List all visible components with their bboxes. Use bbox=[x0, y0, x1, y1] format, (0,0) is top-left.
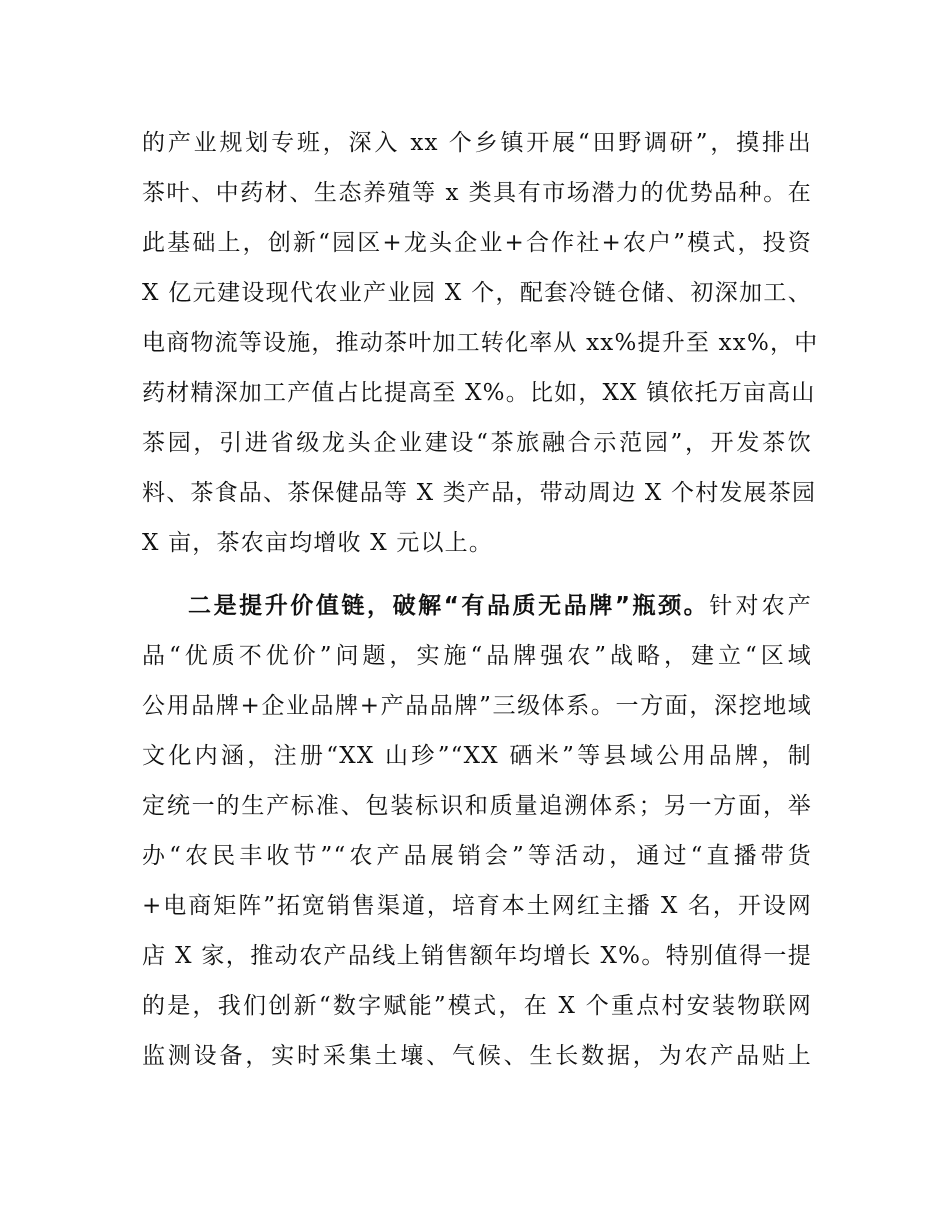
paragraph-heading: 二是提升价值链，破解“有品质无品牌”瓶颈。 bbox=[188, 593, 710, 619]
text-line: 定统一的生产标准、包装标识和质量追溯体系；另一方面，举 bbox=[142, 793, 812, 819]
text-line: 公用品牌+企业品牌+产品品牌”三级体系。一方面，深挖地域 bbox=[142, 693, 812, 719]
text-line: 药材精深加工产值占比提高至 X%。比如，XX 镇依托万亩高山 bbox=[142, 380, 816, 406]
text-line: +电商矩阵”拓宽销售渠道，培育本土网红主播 X 名，开设网 bbox=[142, 893, 812, 919]
text-line: 电商物流等设施，推动茶叶加工转化率从 xx%提升至 xx%，中 bbox=[142, 330, 819, 356]
heading-continuation: 针对农产 bbox=[709, 593, 812, 619]
text-line: 办“农民丰收节”“农产品展销会”等活动，通过“直播带货 bbox=[142, 843, 812, 869]
text-line: 茶园，引进省级龙头企业建设“茶旅融合示范园”，开发茶饮 bbox=[142, 430, 812, 456]
text-line: X 亩，茶农亩均增收 X 元以上。 bbox=[142, 530, 494, 556]
text-line: 此基础上，创新“园区+龙头企业+合作社+农户”模式，投资 bbox=[142, 230, 812, 256]
text-line: 的产业规划专班，深入 xx 个乡镇开展“田野调研”，摸排出 bbox=[142, 130, 812, 156]
paragraph-first-line bbox=[188, 590, 812, 622]
text-line: 监测设备，实时采集土壤、气候、生长数据，为农产品贴上 bbox=[142, 1043, 812, 1069]
text-line: 文化内涵，注册“XX 山珍”“XX 硒米”等县域公用品牌，制 bbox=[142, 743, 812, 769]
text-line: 的是，我们创新“数字赋能”模式，在 X 个重点村安装物联网 bbox=[142, 993, 812, 1019]
text-line: 料、茶食品、茶保健品等 X 类产品，带动周边 X 个村发展茶园 bbox=[142, 480, 817, 506]
text-line: 茶叶、中药材、生态养殖等 x 类具有市场潜力的优势品种。在 bbox=[142, 180, 812, 206]
text-line: 品“优质不优价”问题，实施“品牌强农”战略，建立“区域 bbox=[142, 643, 812, 669]
text-line: 店 X 家，推动农产品线上销售额年均增长 X%。特别值得一提 bbox=[142, 943, 812, 969]
text-line: X 亿元建设现代农业产业园 X 个，配套冷链仓储、初深加工、 bbox=[142, 280, 812, 306]
